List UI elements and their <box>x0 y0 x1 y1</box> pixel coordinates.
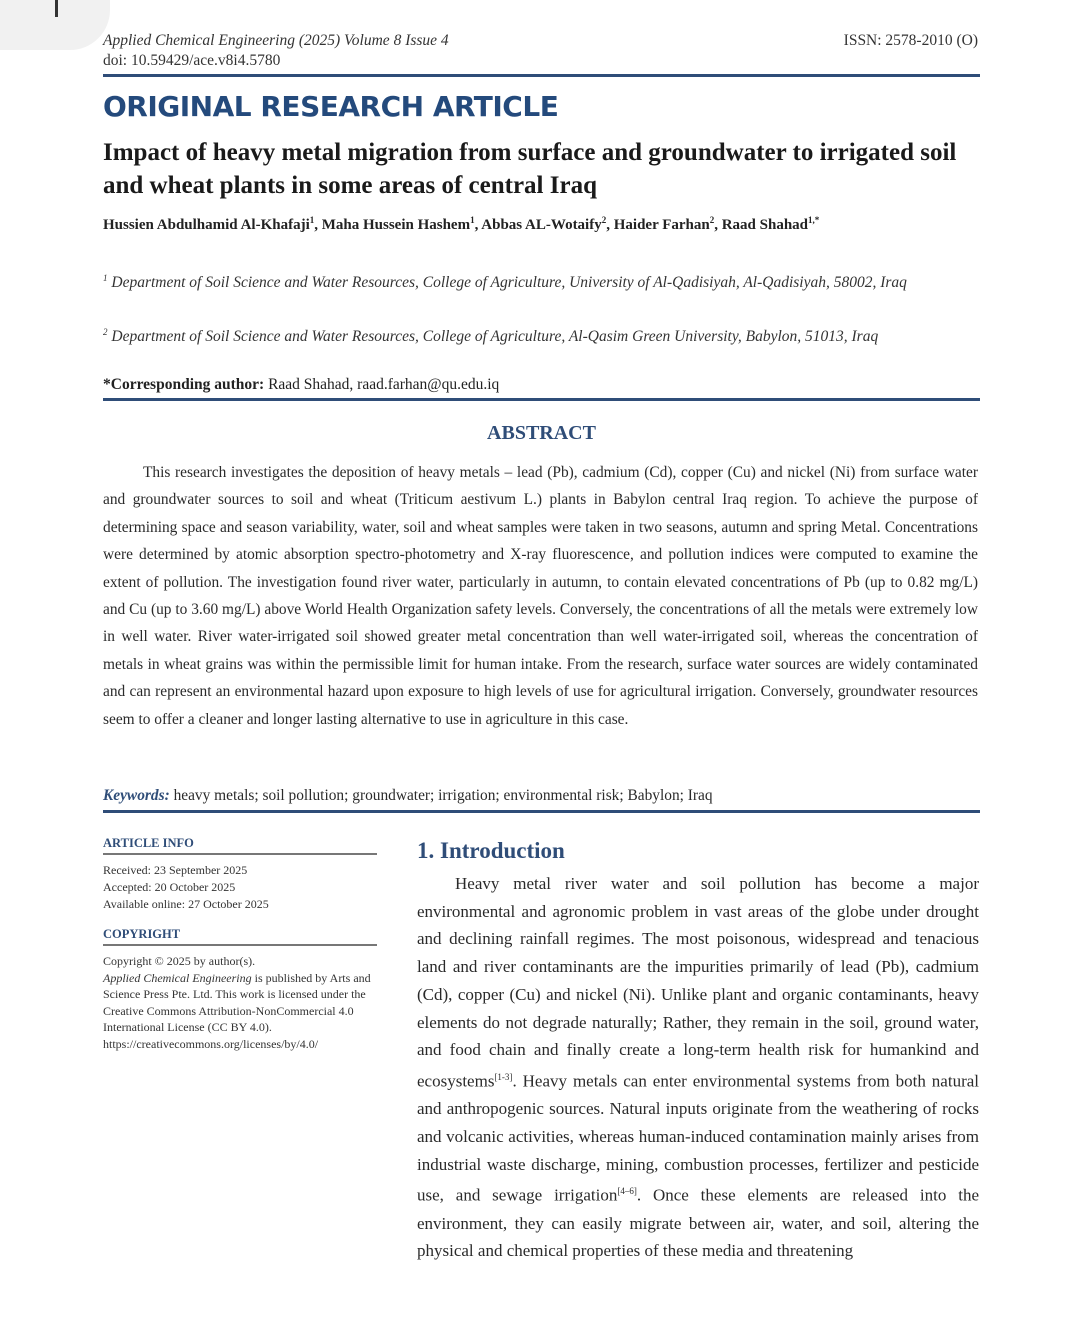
issn: ISSN: 2578-2010 (O) <box>843 32 978 49</box>
author: Abbas AL-Wotaify <box>481 217 602 233</box>
affiliation-text: Department of Soil Science and Water Resources, College of Agriculture, Al-Qasim Green University, Babylon, 51013, Iraq <box>111 328 879 346</box>
journal-name: Applied Chemical Engineering <box>103 970 252 985</box>
article-type: ORIGINAL RESEARCH ARTICLE <box>103 90 559 123</box>
abstract-heading: ABSTRACT <box>487 422 596 444</box>
author-list: Hussien Abdulhamid Al-Khafaji$^1$, Maha Hussein Hashem$^1$, Abbas AL-Wotaify$^2$, Haider Farhan$^2$, Raad Shahad$^{1,*}$ <box>103 215 820 233</box>
keywords-label: Keywords: <box>103 787 170 804</box>
intro-text: Heavy metal river water and soil pollution has become a major environmental and agronomic problem in vast areas of the globe under drought and declining rainfall regimes. The most poisonous, widespread and tenacious land and river contaminants are the impurities primarily of lead (Pb), cadmium (Cd), copper (Cu) and nickel (Ni). Unlike plant and organic contaminants, heavy elements do not degrade naturally; Rather, they remain in the soil, ground water, and food chain and finally create a long-term health risk for humankind and ecosystems <box>417 874 979 1091</box>
author: Raad Shahad <box>721 217 809 233</box>
running-header <box>103 32 980 72</box>
paper-title: Impact of heavy metal migration from surface and groundwater to irrigated soil and wheat plants in some areas of central Iraq <box>103 139 957 199</box>
copyright-line: Copyright © 2025 by author(s). <box>103 954 256 968</box>
author: Haider Farhan <box>613 217 710 233</box>
affiliation-number: 2 <box>103 327 108 337</box>
keywords <box>103 787 713 805</box>
abstract-text: This research investigates the deposition of heavy metals – lead (Pb), cadmium (Cd), copper (Cu) and nickel (Ni) from surface water and groundwater sources to soil and wheat (Triticum aestivum L.) plants in Babylon central Iraq region. To achieve the purpose of determining space and season variability, water, soil and wheat samples were taken in two seasons, autumn and spring Metal. Concentrations were determined by atomic absorption spectro-photometry and X-ray fluorescence, and pollution indices were computed to examine the extent of pollution. The investigation found river water, particularly in autumn, to contain elevated concentrations of Pb (up to 0.82 mg/L) and Cu (up to 3.60 mg/L) above World Health Organization safety levels. Conversely, the concentrations of all the metals were extremely low in well water. River water-irrigated soil showed greater metal concentration than well water-irrigated soil, whereas the concentration of metals in wheat grains was within the permissible limit for human intake. From the research, surface water sources are widely contaminated and can represent an environmental hazard upon exposure to high levels of use for agricultural irrigation. Conversely, groundwater resources seem to offer a cleaner and longer lasting alternative to use in agriculture in this case. <box>103 464 978 728</box>
online-date: Available online: 27 October 2025 <box>103 897 269 911</box>
citation-ref[interactable]: [1-3] <box>494 1071 513 1082</box>
author-affiliation-mark: 2 <box>709 215 715 225</box>
affiliation-number: 1 <box>103 273 108 283</box>
affiliation-1 <box>103 265 980 296</box>
author: Hussien Abdulhamid Al-Khafaji <box>103 217 310 233</box>
author-affiliation-mark: 1 <box>309 215 315 225</box>
journal-citation: Applied Chemical Engineering (2025) Volume 8 Issue 4 <box>103 32 449 49</box>
introduction-heading: 1. Introduction <box>417 838 565 863</box>
corresponding-email[interactable]: Raad Shahad, raad.farhan@qu.edu.iq <box>268 376 500 393</box>
author-affiliation-mark: 1,* <box>808 215 820 225</box>
author: Maha Hussein Hashem <box>321 217 471 233</box>
article-info-heading: ARTICLE INFO <box>103 836 377 855</box>
copyright-heading: COPYRIGHT <box>103 927 377 946</box>
corresponding-author <box>103 376 499 394</box>
article-info-sidebar <box>103 836 377 1052</box>
copyright-text <box>103 953 377 1052</box>
author-rule <box>103 398 980 401</box>
author-affiliation-mark: 1 <box>470 215 475 225</box>
received-date: Received: 23 September 2025 <box>103 863 248 877</box>
introduction-paragraph <box>417 870 979 1265</box>
intro-text: . Once these elements are released into the environment, they can easily migrate between air, water, and soil, altering the physical and chemical properties of these media and threatening <box>417 1186 979 1261</box>
text-cursor <box>55 0 58 17</box>
header-rule <box>103 74 980 77</box>
affiliation-text: Department of Soil Science and Water Resources, College of Agriculture, University of Al-Qadisiyah, Al-Qadisiyah, 58002, Iraq <box>111 274 907 292</box>
doi-link[interactable]: doi: 10.59429/ace.v8i4.5780 <box>103 52 281 69</box>
affiliation-2 <box>103 319 980 350</box>
license-link[interactable]: https://creativecommons.org/licenses/by/4.0/ <box>103 1036 319 1051</box>
citation-ref[interactable]: [4–6] <box>617 1186 637 1197</box>
introduction-section <box>417 838 979 1265</box>
intro-text: . Heavy metals can enter environmental systems from both natural and anthropogenic sources. Natural inputs originate from the weathering of rocks and volcanic activities, whereas human-induced contamination mainly arises from industrial waste discharge, mining, combustion processes, fertilizer and pesticide use, and sewage irrigation <box>417 1071 979 1206</box>
keywords-text: heavy metals; soil pollution; groundwater; irrigation; environmental risk; Babylon; Iraq <box>173 787 713 804</box>
abstract-rule <box>103 810 980 813</box>
accepted-date: Accepted: 20 October 2025 <box>103 880 236 894</box>
corresponding-label: *Corresponding author: <box>103 376 265 393</box>
license-text: is published by Arts and Science Press Pte. Ltd. This work is licensed under the Creative Commons Attribution-NonCommercial 4.0 International License (CC BY 4.0). <box>103 970 371 1034</box>
author-affiliation-mark: 2 <box>601 215 607 225</box>
